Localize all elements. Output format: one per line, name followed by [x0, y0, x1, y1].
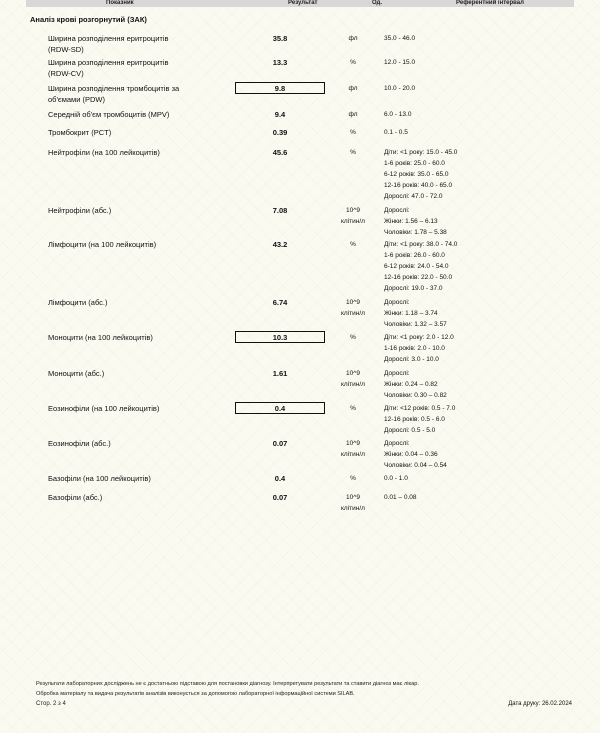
unit-line: клітин/л	[341, 310, 365, 317]
result-value-flagged: 0.4	[235, 402, 325, 414]
result-value-flagged: 10.3	[235, 331, 325, 343]
result-value: 0.07	[272, 439, 288, 448]
print-date: Дата друку: 26.02.2024	[508, 701, 572, 707]
reference-range-line: 12-16 років: 40.0 - 65.0	[384, 182, 453, 189]
result-value: 7.08	[272, 206, 288, 215]
unit	[330, 205, 376, 227]
unit	[330, 403, 376, 414]
test-name-line: (RDW-SD)	[48, 45, 84, 54]
unit	[330, 438, 376, 460]
test-name-line: Моноцити (на 100 лейкоцитів)	[48, 333, 153, 342]
result-value: 1.61	[272, 369, 288, 378]
unit	[330, 57, 376, 68]
reference-range-line: Чоловіки: 0.30 – 0.82	[384, 392, 447, 399]
unit-line: %	[350, 59, 356, 66]
test-name-line: Моноцити (абс.)	[48, 369, 105, 378]
test-name	[48, 127, 228, 138]
result-value-flagged: 9.8	[235, 82, 325, 94]
reference-range-line: 1-6 років: 26.0 - 60.0	[384, 252, 445, 259]
result-value: 43.2	[272, 240, 288, 249]
reference-range-line: Дорослі:	[384, 370, 410, 377]
reference-range-line: Чоловіки: 1.78 – 5.38	[384, 229, 447, 236]
test-name-line: Лімфоцити (абс.)	[48, 298, 108, 307]
col-unit-header: Од.	[372, 0, 382, 6]
reference-range	[384, 205, 584, 238]
reference-range-line: Діти: <1 року: 38.0 - 74.0	[384, 241, 458, 248]
unit	[330, 33, 376, 44]
unit	[330, 473, 376, 484]
test-name	[48, 368, 228, 379]
unit-line: %	[350, 149, 356, 156]
reference-range	[384, 147, 584, 202]
reference-range-line: 12-16 років: 22.0 - 50.0	[384, 274, 453, 281]
reference-range-line: 35.0 - 46.0	[384, 35, 416, 42]
test-name	[48, 492, 228, 503]
test-name-line: Середній об'єм тромбоцитів (MPV)	[48, 110, 170, 119]
unit	[330, 368, 376, 390]
unit-line: фл	[348, 35, 358, 42]
reference-range-line: Дорослі:	[384, 207, 410, 214]
reference-range-line: 1-6 років: 25.0 - 60.0	[384, 160, 445, 167]
reference-range-line: 6-12 років: 24.0 - 54.0	[384, 263, 449, 270]
reference-range	[384, 332, 584, 365]
unit-line: %	[350, 334, 356, 341]
reference-range	[384, 492, 584, 503]
reference-range	[384, 83, 584, 94]
test-name-line: об'ємами (PDW)	[48, 95, 105, 104]
test-name	[48, 205, 228, 216]
reference-range-line: Дорослі: 0.5 - 5.0	[384, 427, 436, 434]
test-name-line: Ширина розподілення тромбоцитів за	[48, 84, 180, 93]
reference-range-line: Дорослі: 3.0 - 10.0	[384, 356, 439, 363]
reference-range	[384, 33, 584, 44]
test-name	[48, 438, 228, 449]
test-name	[48, 332, 228, 343]
reference-range-line: Жінки: 1.56 – 6.13	[384, 218, 438, 225]
reference-range-line: Жінки: 0.04 – 0.36	[384, 451, 438, 458]
result-value: 6.74	[272, 298, 288, 307]
result-value: 0.4	[274, 474, 286, 483]
unit	[330, 492, 376, 514]
test-name-line: Базофіли (абс.)	[48, 493, 103, 502]
col-ref-header: Референтний інтервал	[456, 0, 524, 6]
test-name-line: Ширина розподілення еритроцитів	[48, 58, 169, 67]
unit	[330, 109, 376, 120]
page-number: Стор. 2 з 4	[36, 701, 66, 707]
unit-line: %	[350, 475, 356, 482]
unit	[330, 147, 376, 158]
unit	[330, 297, 376, 319]
unit-line: фл	[348, 85, 358, 92]
reference-range-line: Діти: <1 року: 2.0 - 12.0	[384, 334, 454, 341]
unit-line: клітин/л	[341, 451, 365, 458]
test-name-line: Лімфоцити (на 100 лейкоцитів)	[48, 240, 157, 249]
reference-range-line: 0.1 - 0.5	[384, 129, 408, 136]
unit-line: %	[350, 405, 356, 412]
test-name	[48, 33, 228, 55]
result-value: 0.39	[272, 128, 288, 137]
reference-range-line: 6.0 - 13.0	[384, 111, 412, 118]
unit	[330, 239, 376, 250]
test-name-line: Нейтрофіли (на 100 лейкоцитів)	[48, 148, 160, 157]
reference-range-line: 6-12 років: 35.0 - 65.0	[384, 171, 449, 178]
test-name	[48, 403, 228, 414]
reference-range-line: Жінки: 0.24 – 0.82	[384, 381, 438, 388]
test-name	[48, 147, 228, 158]
table-header	[26, 0, 574, 7]
reference-range	[384, 239, 584, 294]
reference-range-line: 10.0 - 20.0	[384, 85, 416, 92]
unit	[330, 332, 376, 343]
unit-line: 10^9	[346, 440, 360, 447]
reference-range	[384, 403, 584, 436]
test-name	[48, 239, 228, 250]
unit-line: клітин/л	[341, 505, 365, 512]
test-name	[48, 57, 228, 79]
col-name-header: Показник	[106, 0, 134, 6]
reference-range-line: 12-16 років: 0.5 - 6.0	[384, 416, 445, 423]
reference-range	[384, 297, 584, 330]
unit-line: 10^9	[346, 494, 360, 501]
disclaimer-line-1: Результати лабораторних досліджень не є достатньою підставою для постановки діагнозу. Інтерпретувати результати та ставити діагноз має лікар.	[36, 681, 419, 687]
reference-range-line: 12.0 - 15.0	[384, 59, 416, 66]
test-name-line: Нейтрофіли (абс.)	[48, 206, 112, 215]
test-name-line: Еозинофіли (на 100 лейкоцитів)	[48, 404, 160, 413]
reference-range	[384, 127, 584, 138]
reference-range-line: Жінки: 1.18 – 3.74	[384, 310, 438, 317]
result-value: 9.4	[274, 110, 286, 119]
unit-line: клітин/л	[341, 218, 365, 225]
test-name	[48, 473, 228, 484]
unit-line: %	[350, 241, 356, 248]
test-name-line: (RDW-CV)	[48, 69, 84, 78]
reference-range-line: Чоловіки: 1.32 – 3.57	[384, 321, 447, 328]
test-name	[48, 109, 228, 120]
col-result-header: Результат	[288, 0, 318, 6]
disclaimer-line-2: Обробка матеріалу та видача результатів аналізів виконується за допомогою лабораторної інформаційної системи SILAB.	[36, 691, 355, 697]
unit-line: клітин/л	[341, 381, 365, 388]
unit-line: 10^9	[346, 370, 360, 377]
test-name-line: Тромбокрит (PCT)	[48, 128, 112, 137]
test-name	[48, 297, 228, 308]
unit-line: 10^9	[346, 299, 360, 306]
unit-line: фл	[348, 111, 358, 118]
result-value: 0.07	[272, 493, 288, 502]
reference-range	[384, 109, 584, 120]
reference-range-line: 0.01 – 0.08	[384, 494, 417, 501]
unit-line: 10^9	[346, 207, 360, 214]
reference-range-line: Дорослі:	[384, 440, 410, 447]
reference-range-line: Дорослі:	[384, 299, 410, 306]
reference-range-line: Дорослі: 19.0 - 37.0	[384, 285, 443, 292]
unit	[330, 83, 376, 94]
reference-range-line: 0.0 - 1.0	[384, 475, 408, 482]
reference-range-line: Діти: <1 року: 15.0 - 45.0	[384, 149, 458, 156]
reference-range-line: Діти: <12 років: 0.5 - 7.0	[384, 405, 456, 412]
reference-range	[384, 438, 584, 471]
result-value: 13.3	[272, 58, 288, 67]
test-name-line: Ширина розподілення еритроцитів	[48, 34, 169, 43]
reference-range-line: 1-16 років: 2.0 - 10.0	[384, 345, 445, 352]
reference-range	[384, 368, 584, 401]
reference-range-line: Чоловіки: 0.04 – 0.54	[384, 462, 447, 469]
reference-range	[384, 57, 584, 68]
result-value: 35.8	[272, 34, 288, 43]
test-name-line: Еозинофіли (абс.)	[48, 439, 111, 448]
test-name-line: Базофіли (на 100 лейкоцитів)	[48, 474, 151, 483]
unit-line: %	[350, 129, 356, 136]
section-title: Аналіз крові розгорнутий (ЗАК)	[30, 15, 147, 24]
unit	[330, 127, 376, 138]
reference-range-line: Дорослі: 47.0 - 72.0	[384, 193, 443, 200]
reference-range	[384, 473, 584, 484]
test-name	[48, 83, 228, 105]
result-value: 45.6	[272, 148, 288, 157]
